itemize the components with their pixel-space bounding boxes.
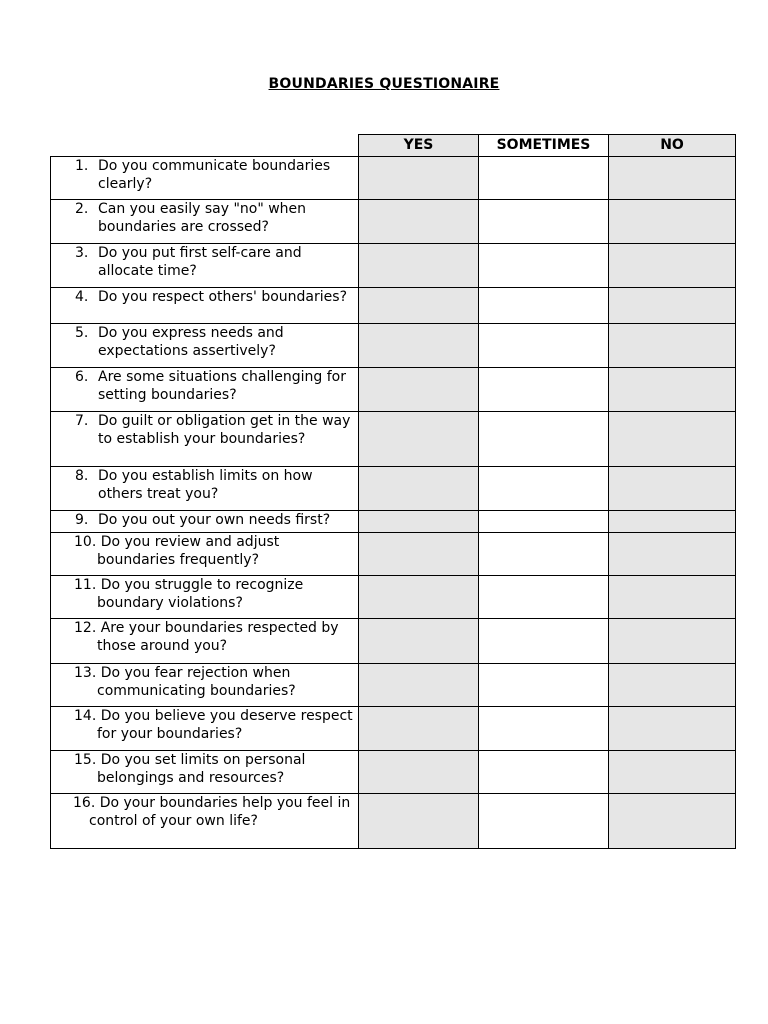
question-text: Can you easily say "no" when boundaries are crossed? <box>98 201 307 235</box>
answer-yes-cell[interactable] <box>359 324 479 368</box>
question-text: Do you respect others' boundaries? <box>98 289 347 305</box>
question-number: 13. <box>74 665 97 681</box>
answer-sometimes-cell[interactable] <box>479 244 609 288</box>
question-number: 16. <box>73 795 96 811</box>
answer-yes-cell[interactable] <box>359 576 479 619</box>
question-number: 14. <box>74 708 97 724</box>
answer-sometimes-cell[interactable] <box>479 533 609 576</box>
question-cell <box>51 751 359 794</box>
answer-yes-cell[interactable] <box>359 368 479 412</box>
table-row <box>51 244 736 288</box>
table-row <box>51 619 736 664</box>
question-number: 3. <box>75 245 89 261</box>
table-row <box>51 664 736 707</box>
question-cell <box>51 664 359 707</box>
header-blank-cell <box>51 135 359 157</box>
question-cell <box>51 467 359 511</box>
answer-sometimes-cell[interactable] <box>479 368 609 412</box>
answer-no-cell[interactable] <box>609 751 736 794</box>
question-number: 7. <box>75 413 89 429</box>
answer-no-cell[interactable] <box>609 576 736 619</box>
question-text-body: Do you set limits on personal belongings and resources? <box>97 752 306 786</box>
answer-sometimes-cell[interactable] <box>479 288 609 324</box>
question-text-body: Do you review and adjust boundaries frequently? <box>97 534 280 568</box>
answer-no-cell[interactable] <box>609 707 736 751</box>
question-text-body: Are your boundaries respected by those around you? <box>97 620 339 654</box>
answer-sometimes-cell[interactable] <box>479 576 609 619</box>
question-text <box>74 751 358 787</box>
question-number: 12. <box>74 620 97 636</box>
question-cell <box>51 533 359 576</box>
table-row <box>51 288 736 324</box>
question-text <box>74 664 358 700</box>
questionnaire-table <box>50 134 736 849</box>
answer-sometimes-cell[interactable] <box>479 619 609 664</box>
answer-sometimes-cell[interactable] <box>479 664 609 707</box>
question-text <box>73 794 358 830</box>
question-number: 15. <box>74 752 97 768</box>
question-text: Do guilt or obligation get in the way to establish your boundaries? <box>98 413 351 447</box>
answer-sometimes-cell[interactable] <box>479 707 609 751</box>
question-text <box>74 576 358 612</box>
answer-yes-cell[interactable] <box>359 157 479 200</box>
answer-no-cell[interactable] <box>609 467 736 511</box>
answer-no-cell[interactable] <box>609 412 736 467</box>
table-row <box>51 368 736 412</box>
question-number: 6. <box>75 369 89 385</box>
question-cell <box>51 511 359 533</box>
answer-sometimes-cell[interactable] <box>479 412 609 467</box>
question-text: Do you put first self-care and allocate time? <box>98 245 302 279</box>
answer-sometimes-cell[interactable] <box>479 511 609 533</box>
answer-yes-cell[interactable] <box>359 707 479 751</box>
table-row <box>51 533 736 576</box>
question-text-body: Do you believe you deserve respect for your boundaries? <box>97 708 353 742</box>
table-row <box>51 576 736 619</box>
answer-yes-cell[interactable] <box>359 751 479 794</box>
header-no: NO <box>609 135 736 157</box>
answer-no-cell[interactable] <box>609 288 736 324</box>
header-yes: YES <box>359 135 479 157</box>
answer-sometimes-cell[interactable] <box>479 324 609 368</box>
answer-no-cell[interactable] <box>609 157 736 200</box>
answer-sometimes-cell[interactable] <box>479 157 609 200</box>
question-text: Are some situations challenging for setting boundaries? <box>98 369 346 403</box>
question-text: Do you communicate boundaries clearly? <box>98 158 331 192</box>
answer-no-cell[interactable] <box>609 368 736 412</box>
question-text-body: Do your boundaries help you feel in control of your own life? <box>89 795 351 829</box>
question-cell <box>51 368 359 412</box>
table-row <box>51 751 736 794</box>
table-row <box>51 794 736 849</box>
answer-yes-cell[interactable] <box>359 288 479 324</box>
answer-no-cell[interactable] <box>609 244 736 288</box>
question-cell <box>51 200 359 244</box>
question-cell <box>51 794 359 849</box>
answer-no-cell[interactable] <box>609 664 736 707</box>
question-number: 11. <box>74 577 97 593</box>
table-row <box>51 200 736 244</box>
question-text-body: Do you struggle to recognize boundary violations? <box>97 577 304 611</box>
table-row <box>51 511 736 533</box>
table-row <box>51 467 736 511</box>
question-cell <box>51 412 359 467</box>
question-cell <box>51 157 359 200</box>
answer-sometimes-cell[interactable] <box>479 751 609 794</box>
question-text <box>74 707 358 743</box>
answer-sometimes-cell[interactable] <box>479 794 609 849</box>
question-cell <box>51 288 359 324</box>
question-text <box>74 533 358 569</box>
answer-yes-cell[interactable] <box>359 794 479 849</box>
question-number: 9. <box>75 512 89 528</box>
answer-yes-cell[interactable] <box>359 467 479 511</box>
question-text <box>74 619 358 655</box>
question-number: 5. <box>75 325 89 341</box>
answer-yes-cell[interactable] <box>359 244 479 288</box>
header-sometimes: SOMETIMES <box>479 135 609 157</box>
question-number: 1. <box>75 158 89 174</box>
answer-yes-cell[interactable] <box>359 511 479 533</box>
question-cell <box>51 707 359 751</box>
answer-yes-cell[interactable] <box>359 664 479 707</box>
question-text-body: Do you fear rejection when communicating boundaries? <box>97 665 296 699</box>
answer-yes-cell[interactable] <box>359 412 479 467</box>
answer-no-cell[interactable] <box>609 794 736 849</box>
question-text: Do you out your own needs first? <box>98 512 331 528</box>
question-text: Do you establish limits on how others treat you? <box>98 468 313 502</box>
table-row <box>51 157 736 200</box>
question-number: 4. <box>75 289 89 305</box>
question-text: Do you express needs and expectations assertively? <box>98 325 284 359</box>
page-title: BOUNDARIES QUESTIONAIRE <box>268 76 500 92</box>
question-cell <box>51 619 359 664</box>
answer-no-cell[interactable] <box>609 200 736 244</box>
answer-sometimes-cell[interactable] <box>479 467 609 511</box>
answer-yes-cell[interactable] <box>359 619 479 664</box>
answer-no-cell[interactable] <box>609 324 736 368</box>
table-row <box>51 707 736 751</box>
answer-no-cell[interactable] <box>609 533 736 576</box>
question-number: 10. <box>74 534 97 550</box>
question-cell <box>51 576 359 619</box>
answer-yes-cell[interactable] <box>359 200 479 244</box>
question-cell <box>51 244 359 288</box>
question-cell <box>51 324 359 368</box>
answer-yes-cell[interactable] <box>359 533 479 576</box>
question-number: 2. <box>75 201 89 217</box>
header-row <box>51 135 736 157</box>
question-number: 8. <box>75 468 89 484</box>
answer-sometimes-cell[interactable] <box>479 200 609 244</box>
table-row <box>51 412 736 467</box>
table-row <box>51 324 736 368</box>
answer-no-cell[interactable] <box>609 511 736 533</box>
answer-no-cell[interactable] <box>609 619 736 664</box>
